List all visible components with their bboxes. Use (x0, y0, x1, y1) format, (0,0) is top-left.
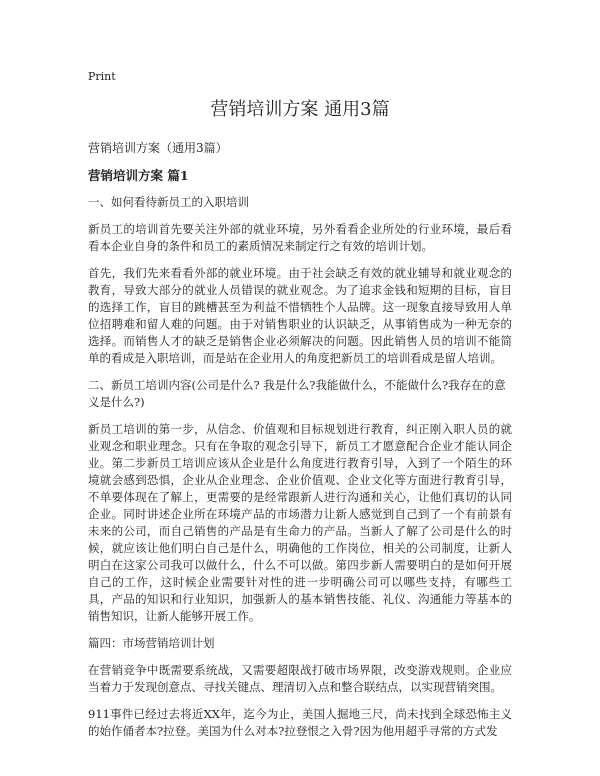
paragraph-2: 首先，我们先来看看外部的就业环境。由于社会缺乏有效的就业辅导和就业观念的教育，导致大部分的就业人员错误的就业观念。为了追求金钱和短期的目标，盲目的选择工作，盲目的跳槽甚至为利益不惜牺牲个人品牌。这一现象直接导致用人单位招聘难和留人难的问题。由于对销售职业的认识缺乏，从事销售成为一种无奈的选择。而销售人才的缺乏是销售企业必须解决的问题。因此销售人员的培训不能简单的看成是入职培训，而是站在企业用人的角度把新员工的培训看成是留人培训。 (88, 266, 512, 365)
subheading-2: 二、新员工培训内容(公司是什么? 我是什么?我能做什么，不能做什么?我存在的意义是什么?) (88, 378, 506, 409)
document-subtitle: 营销培训方案（通用3篇） (88, 141, 228, 155)
paragraph-5: 911事件已经过去将近XX年，迄今为止，美国人掘地三尺，尚未找到全球恐怖主义的始作俑者本?拉登。美国为什么对本?拉登恨之入骨?因为他用超乎寻常的方式发 (88, 707, 512, 738)
document-title: 营销培训方案 通用3篇 (210, 99, 390, 120)
paragraph-4: 在营销竞争中既需要系统战，又需要超限战打破市场界限，改变游戏规则。企业应当着力于发现创意点、寻找关键点、理清切入点和整合联结点，以实现营销突围。 (88, 663, 512, 694)
print-label: Print (88, 70, 116, 83)
subheading-3: 篇四：市场营销培训计划 (88, 636, 215, 650)
subheading-1: 一、如何看待新员工的入职培训 (88, 195, 249, 209)
paragraph-1: 新员工的培训首先要关注外部的就业环境，另外看看企业所处的行业环境，最后看看本企业自身的条件和员工的素质情况来制定行之有效的培训计划。 (88, 222, 512, 253)
section-heading-1: 营销培训方案 篇1 (88, 168, 189, 183)
paragraph-3: 新员工培训的第一步，从信念、价值观和目标规划进行教育，纠正刚入职人员的就业观念和职业理念。只有在争取的观念引导下，新员工才愿意配合企业才能认同企业。第二步新员工培训应该从企业是什么角度进行教育引导，入到了一个陌生的环境就会感到恐惧，企业从企业理念、企业价值观、企业文化等方面进行教育引导，不单要体现在了解上，更需要的是经常跟新人进行沟通和关心，让他们真切的认同企业。同时讲述企业所在环境产品的市场潜力让新人感觉到自己到了一个有前景有未来的公司，而自己销售的产品是有生命力的产品。当新人了解了公司是什么的时候，就应该让他们明白自己是什么，明确他的工作岗位，相关的公司制度，让新人明白在这家公司我可以做什么，什么不可以做。第四步新人需要明白的是如何开展自己的工作，这时候企业需要针对性的进一步明确公司可以哪些支持，有哪些工具，产品的知识和行业知识，加强新人的基本销售技能、礼仪、沟通能力等基本的销售知识，让新人能够开展工作。 (88, 422, 512, 623)
